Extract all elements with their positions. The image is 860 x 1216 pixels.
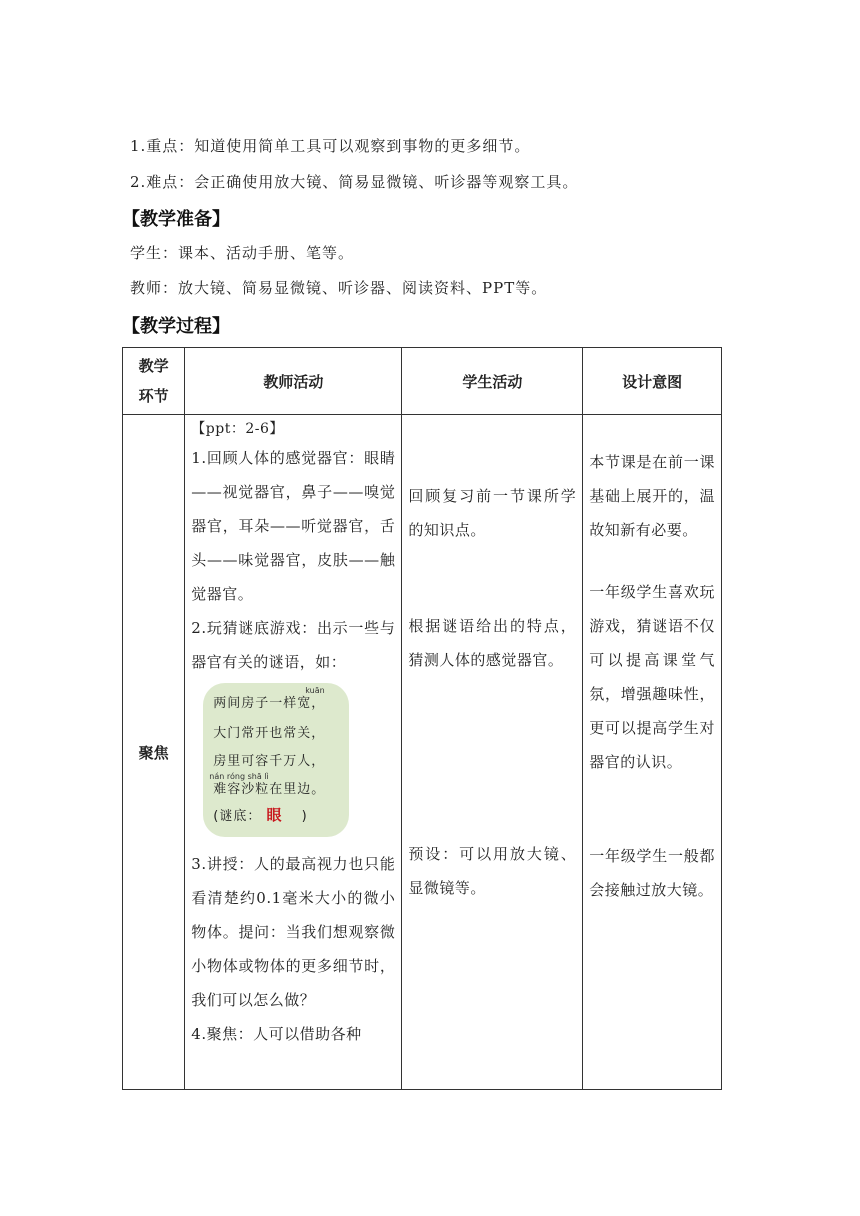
design-intent-1: 本节课是在前一课基础上展开的，温故知新有必要。 (589, 453, 715, 539)
teacher-step-3: 3.讲授：人的最高视力也只能看清楚约0.1毫米大小的微小物体。提问：当我们想观察微小物体或物体的更多细节时，我们可以怎么做？ (191, 855, 396, 1009)
design-intent-3: 一年级学生一般都会接触过放大镜。 (589, 847, 715, 899)
table-header-row (123, 348, 722, 415)
header-stage-line2: 环节 (138, 387, 169, 405)
ppt-reference: 【ppt：2-6】 (191, 421, 284, 437)
riddle-line-1: 两间房子一样宽， (213, 696, 326, 711)
teacher-activity-cell (185, 415, 402, 1090)
riddle-answer-suffix: ) (301, 809, 308, 824)
header-stage-line1: 教学 (138, 357, 169, 375)
student-activity-1: 回顾复习前一节课所学的知识点。 (408, 487, 577, 539)
header-intent: 设计意图 (583, 348, 722, 415)
design-intent-cell (583, 415, 722, 1090)
header-teacher: 教师活动 (185, 348, 402, 415)
riddle-line-2: 大门常开也常关， (213, 726, 326, 741)
student-activity-3: 预设：可以用放大镜、显微镜等。 (408, 845, 577, 897)
riddle-card (203, 683, 349, 837)
riddle-answer-line (213, 807, 307, 825)
process-heading: 【教学过程】 (122, 316, 230, 337)
student-activity-2: 根据谜语给出的特点，猜测人体的感觉器官。 (408, 617, 577, 669)
teacher-step-4: 4.聚焦：人可以借助各种 (191, 1025, 362, 1043)
teacher-step-1: 1.回顾人体的感觉器官：眼睛——视觉器官，鼻子——嗅觉器官，耳朵——听觉器官，舌头——味觉器官，皮肤——触觉器官。 (191, 449, 396, 603)
riddle-line-3: 房里可容千万人， (213, 754, 326, 769)
riddle-pinyin-1: kuān (305, 686, 325, 695)
table-row (123, 415, 722, 1090)
prep-student: 学生：课本、活动手册、笔等。 (130, 244, 355, 262)
key-point-2: 2.难点：会正确使用放大镜、简易显微镜、听诊器等观察工具。 (130, 173, 579, 191)
riddle-answer: 眼 (266, 806, 283, 824)
teacher-step-2: 2.玩猜谜底游戏：出示一些与器官有关的谜语，如： (191, 619, 396, 671)
key-point-1: 1.重点：知道使用简单工具可以观察到事物的更多细节。 (130, 137, 531, 155)
teaching-process-table (122, 347, 722, 1090)
design-intent-2: 一年级学生喜欢玩游戏，猜谜语不仅可以提高课堂气氛，增强趣味性，更可以提高学生对器官的认识。 (589, 583, 715, 771)
riddle-answer-prefix: (谜底： (213, 809, 262, 824)
header-stage (123, 348, 185, 415)
stage-cell: 聚焦 (123, 415, 185, 1090)
header-student: 学生活动 (402, 348, 583, 415)
student-activity-cell (402, 415, 583, 1090)
prep-teacher: 教师：放大镜、简易显微镜、听诊器、阅读资料、PPT等。 (130, 279, 548, 297)
prep-heading: 【教学准备】 (122, 209, 230, 230)
riddle-pinyin-4: nán róng shā lì (209, 772, 269, 781)
riddle-line-4: 难容沙粒在里边。 (213, 782, 326, 797)
